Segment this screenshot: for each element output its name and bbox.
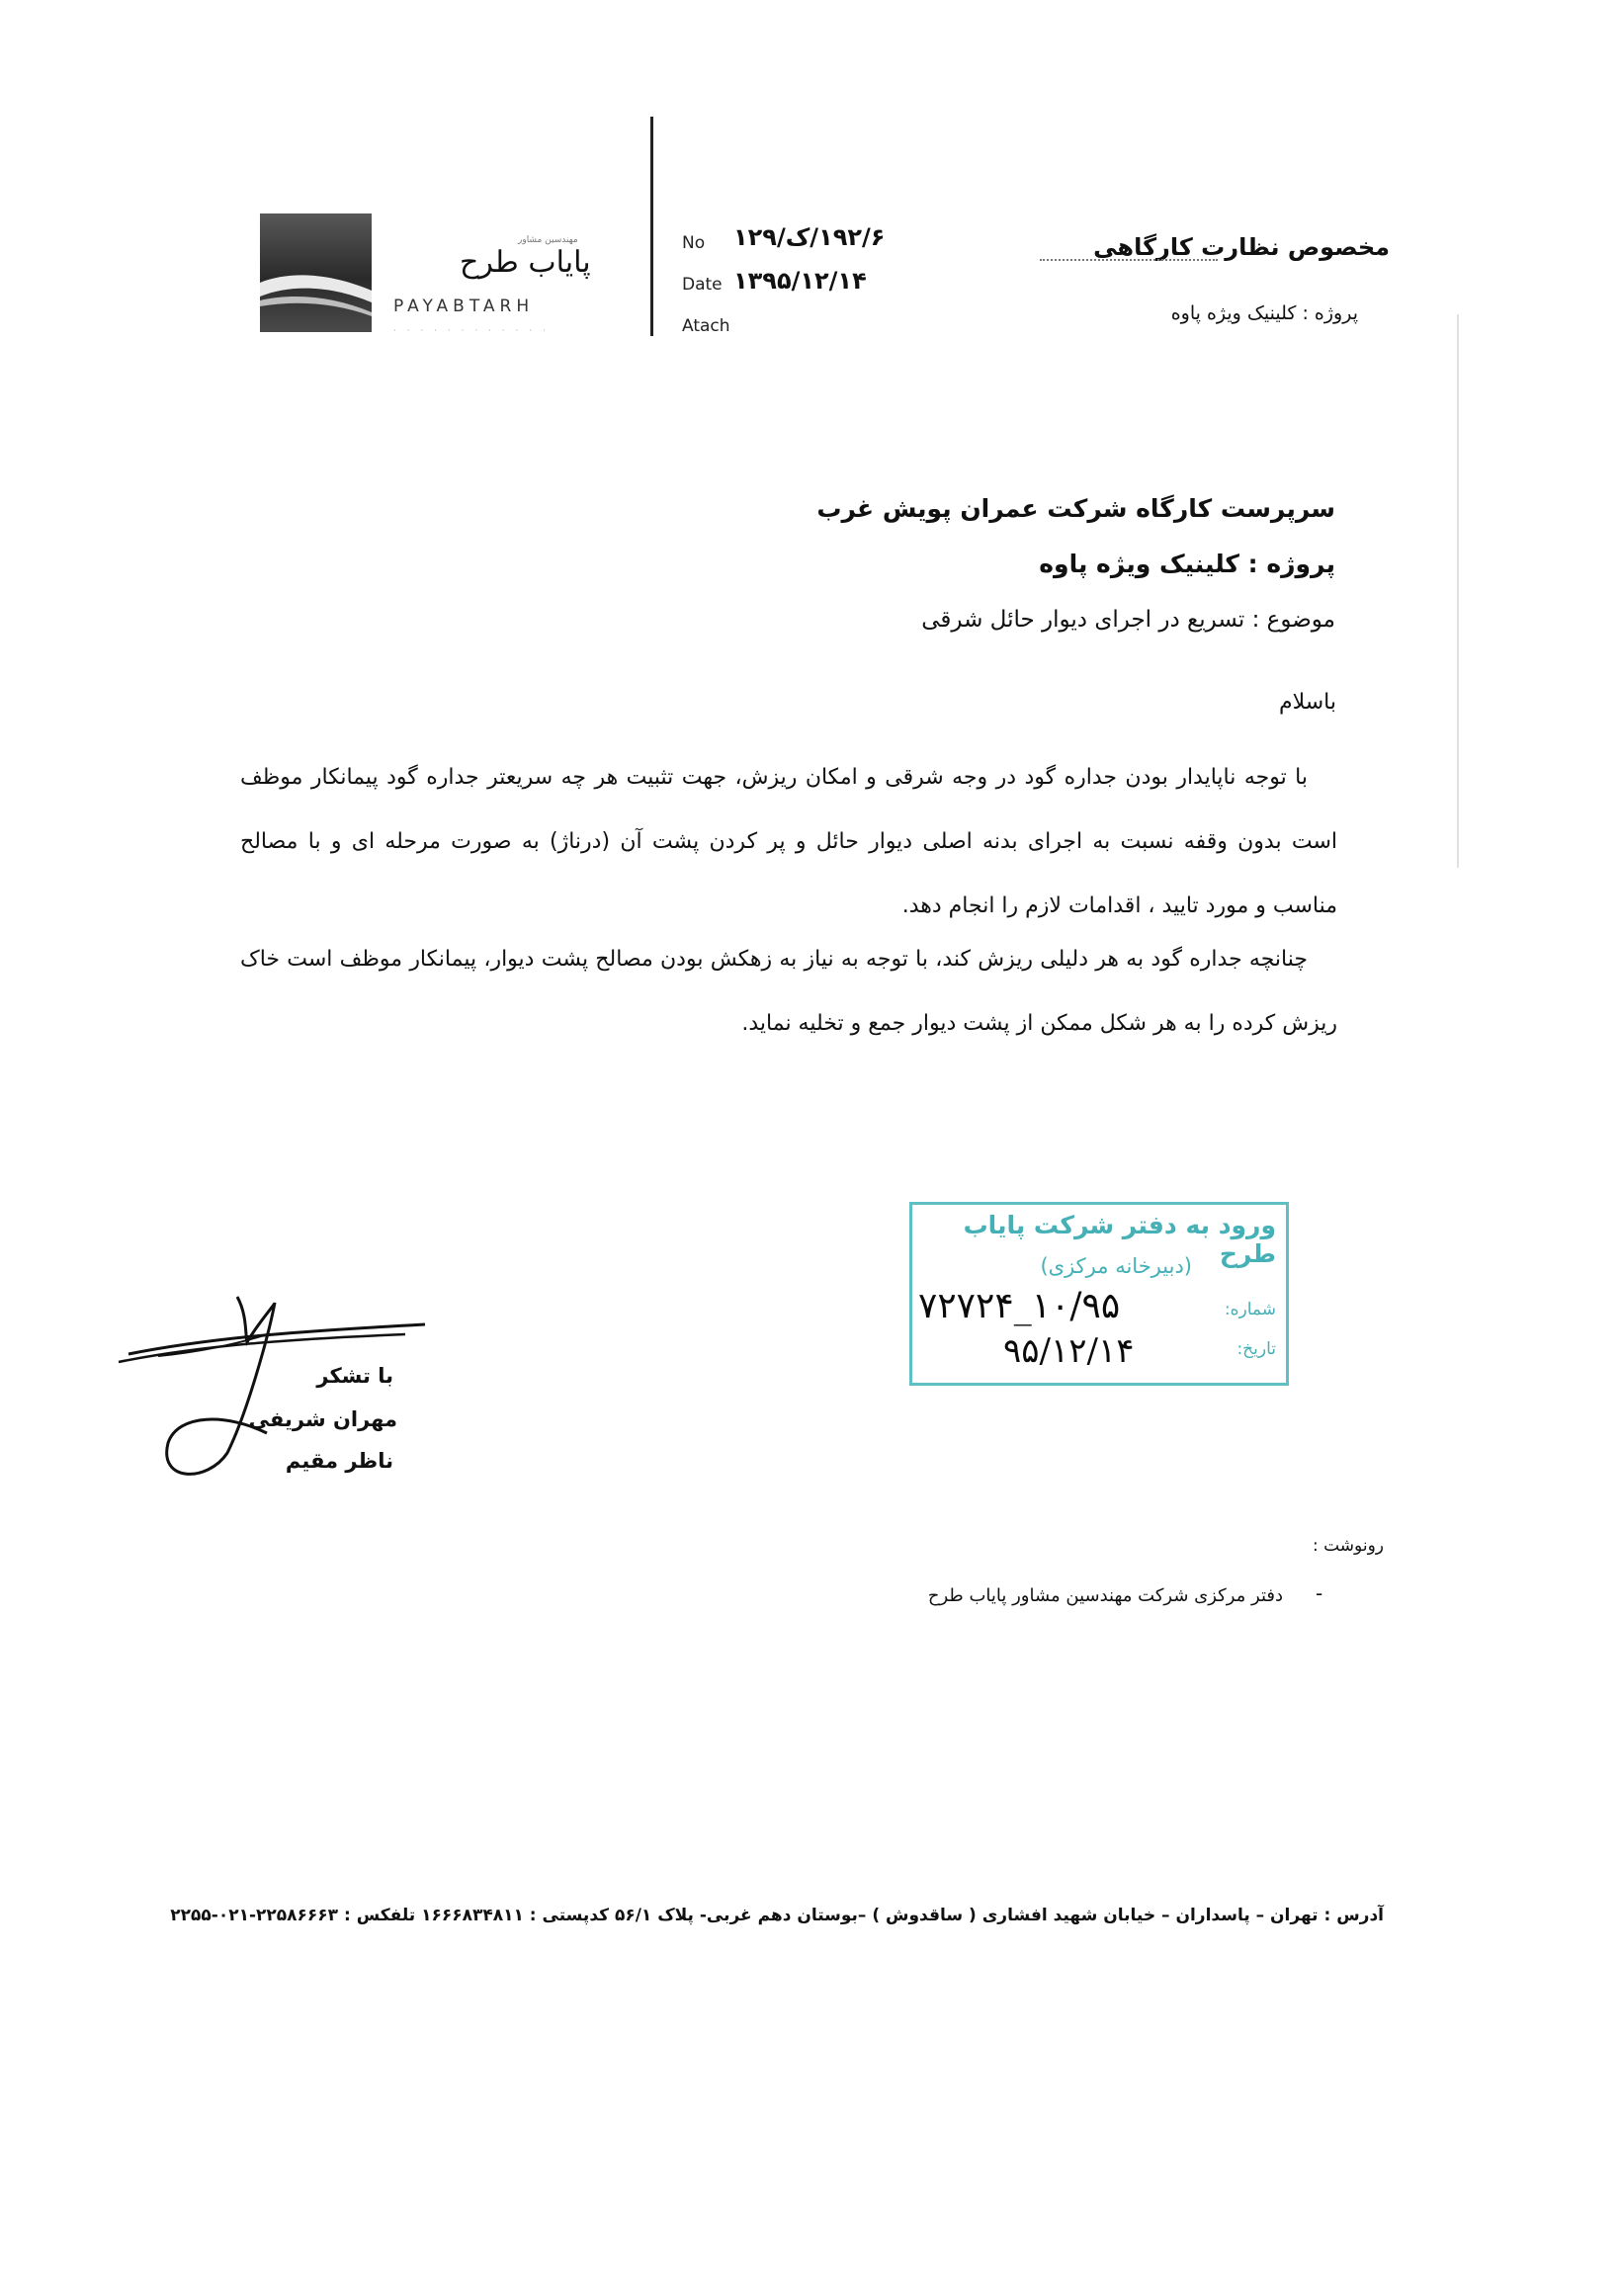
stamp-number-label: شماره: [1224, 1300, 1276, 1319]
stamp-date-label: تاریخ: [1236, 1339, 1276, 1359]
cc-label: رونوشت : [1312, 1536, 1384, 1556]
stamp-number-value: ۱۰/۹۵_۷۲۷۲۴ [918, 1286, 1121, 1326]
cc-bullet: - [1316, 1581, 1323, 1605]
receipt-stamp [909, 1202, 1289, 1386]
project-header: پروژه : کلینیک ویژه پاوه [1170, 302, 1358, 324]
signer-title: ناظر مقیم [285, 1449, 393, 1473]
header-divider [650, 117, 653, 336]
project-line: پروژه : کلینیک ویژه پاوه [1039, 550, 1335, 578]
stamp-line-2: (دبیرخانه مرکزی) [1040, 1254, 1192, 1278]
greeting: باسلام [1278, 690, 1336, 715]
signature-closing: با تشکر [316, 1364, 393, 1388]
no-label: No [682, 233, 706, 253]
logo-text-persian: پایاب طرح [460, 245, 591, 280]
supervision-title: مخصوص نظارت کارگاهی [1093, 233, 1390, 261]
letter-date: ۱۳۹۵/۱۲/۱۴ [733, 267, 867, 295]
signer-name: مهران شریفی [248, 1407, 397, 1431]
footer-address: آدرس : تهران – پاسداران – خیابان شهید افشاری ( ساقدوش ) –بوستان دهم غربی- پلاک ۵۶/۱ کدپستی : ۱۶۶۶۸۳۴۸۱۱ تلفکس : ۲۲۵۸۶۶۶۳-۰۲۱-۲۲۵۵ [170, 1906, 1384, 1925]
attach-label: Atach [682, 316, 730, 336]
logo-tagline-bottom: · · · · · · · · · · · · [393, 326, 550, 336]
stamp-line-1: ورود به دفتر شرکت پایاب طرح [963, 1211, 1276, 1268]
cc-item: دفتر مرکزی شرکت مهندسین مشاور پایاب طرح [927, 1585, 1283, 1606]
company-logo-mark [260, 213, 372, 332]
recipient: سرپرست کارگاه شرکت عمران پویش غرب [816, 494, 1335, 523]
paragraph-2: چنانچه جداره گود به هر دلیلی ریزش کند، با توجه به نیاز به زهکش بودن مصالح پشت دیوار، پیمانکار موظف است خاک ریزش کرده را به هر شکل ممکن از پشت دیوار جمع و تخلیه نماید. [240, 947, 1337, 1036]
paragraph-1: با توجه ناپایدار بودن جداره گود در وجه شرقی و امکان ریزش، جهت تثبیت هر چه سریعتر جداره گود پیمانکار موظف است بدون وقفه نسبت به اجرای بدنه اصلی دیوار حائل و پر کردن پشت آن (درناژ) به صورت مرحله ای و با مصالح مناسب و مورد تایید ، اقدامات لازم را انجام دهد. [240, 765, 1337, 918]
subject-line: موضوع : تسریع در اجرای دیوار حائل شرقی [921, 607, 1335, 633]
handwritten-signature [99, 1295, 455, 1496]
letter-number: ۱۹۲/۶/ک/۱۲۹ [733, 223, 886, 251]
dotted-rule [1040, 259, 1218, 261]
stamp-date-value: ۹۵/۱۲/۱۴ [1003, 1331, 1135, 1371]
logo-tagline-top: مهندسین مشاور [518, 235, 578, 245]
logo-text-english: PAYABTARH [393, 297, 535, 316]
date-label: Date [682, 275, 723, 295]
margin-rule [1457, 314, 1459, 868]
